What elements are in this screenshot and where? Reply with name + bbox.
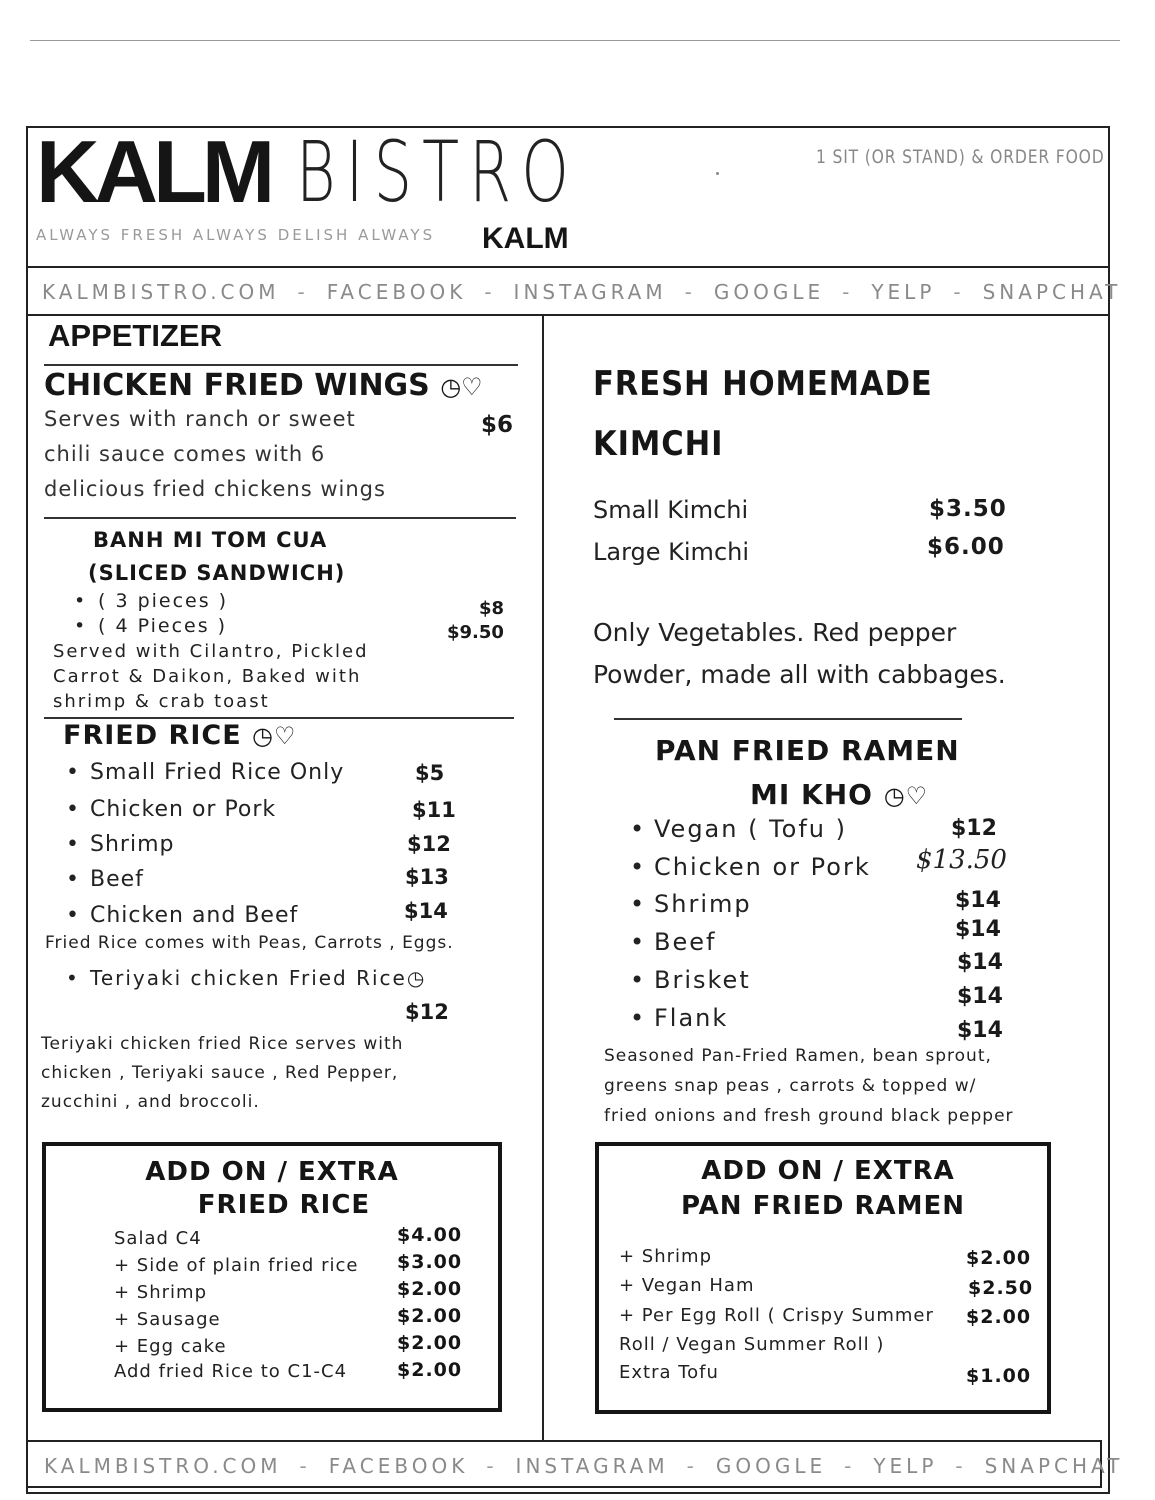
ramen-subtitle: MI KHO ◷♡	[750, 778, 929, 811]
wings-rule	[44, 517, 516, 519]
link-google[interactable]: GOOGLE	[715, 1454, 827, 1478]
kimchi-desc-2: Powder, made all with cabbages.	[593, 660, 1006, 689]
ramen-item: • Chicken or Pork	[654, 853, 871, 881]
ramen-price: $14	[957, 984, 1003, 1009]
link-yelp[interactable]: YELP	[871, 280, 936, 304]
addon-rice-price: $4.00	[397, 1224, 463, 1246]
kimchi-price: $6.00	[927, 534, 1005, 560]
brand-tagline: ALWAYS FRESH ALWAYS DELISH ALWAYS	[36, 226, 436, 244]
addon-ramen-subtitle: PAN FRIED RAMEN	[681, 1191, 965, 1221]
teriyaki-desc-1: Teriyaki chicken fried Rice serves with	[41, 1034, 404, 1054]
addon-ramen-item: + Per Egg Roll ( Crispy Summer	[619, 1305, 934, 1326]
fried-rice-item: • Shrimp	[90, 832, 174, 857]
banh-mi-rule	[44, 717, 514, 719]
addon-rice-item: + Sausage	[114, 1309, 221, 1330]
kimchi-price: $3.50	[929, 496, 1007, 522]
ramen-item: • Beef	[654, 928, 716, 956]
ramen-price: $14	[955, 888, 1001, 913]
link-list-bottom	[44, 1454, 1123, 1478]
addon-rice-price: $2.00	[397, 1332, 463, 1354]
clock-heart-icon: ◷♡	[252, 722, 297, 750]
addon-fried-rice-subtitle: FRIED RICE	[197, 1190, 371, 1220]
link-snapchat[interactable]: SNAPCHAT	[984, 1454, 1124, 1478]
link-website[interactable]: KALMBISTRO.COM	[42, 280, 280, 304]
kimchi-rule	[614, 718, 962, 720]
ramen-price: $14	[957, 950, 1003, 975]
link-bar-bottom	[26, 1440, 1124, 1488]
ramen-desc-1: Seasoned Pan-Fried Ramen, bean sprout,	[604, 1046, 992, 1066]
teriyaki-item: • Teriyaki chicken Fried Rice◷	[90, 966, 426, 990]
clock-heart-icon: ◷♡	[883, 782, 929, 810]
link-snapchat[interactable]: SNAPCHAT	[982, 280, 1122, 304]
link-separator: -	[684, 280, 696, 304]
banh-mi-price-3: $8	[479, 598, 505, 619]
addon-rice-item: + Egg cake	[114, 1336, 227, 1357]
banh-mi-desc-3: shrimp & crab toast	[53, 691, 270, 712]
wings-price: $6	[481, 412, 514, 438]
wings-desc-2: chili sauce comes with 6	[44, 442, 326, 466]
clock-heart-icon: ◷♡	[440, 373, 483, 401]
ramen-item: • Vegan ( Tofu )	[654, 815, 847, 843]
link-facebook[interactable]: FACEBOOK	[326, 280, 467, 304]
fried-rice-note: Fried Rice comes with Peas, Carrots , Eggs.	[45, 933, 454, 953]
addon-ramen-item: Extra Tofu	[619, 1362, 719, 1383]
link-yelp[interactable]: YELP	[873, 1454, 938, 1478]
addon-ramen-price: $2.00	[966, 1247, 1032, 1269]
fried-rice-item: • Beef	[90, 867, 144, 892]
link-separator: -	[842, 280, 854, 304]
fried-rice-title: FRIED RICE ◷♡	[63, 720, 297, 751]
link-facebook[interactable]: FACEBOOK	[328, 1454, 469, 1478]
ramen-desc-3: fried onions and fresh ground black pepper	[604, 1106, 1014, 1126]
fried-rice-price: $5	[415, 761, 445, 785]
fried-rice-item: • Chicken and Beef	[90, 903, 298, 928]
link-website[interactable]: KALMBISTRO.COM	[44, 1454, 282, 1478]
link-separator: -	[844, 1454, 856, 1478]
wings-title: CHICKEN FRIED WINGS ◷♡	[44, 368, 483, 403]
ramen-price-extra: $14	[957, 1018, 1003, 1043]
ramen-item: • Flank	[654, 1004, 728, 1032]
ramen-title: PAN FRIED RAMEN	[655, 734, 960, 767]
link-instagram[interactable]: INSTAGRAM	[513, 280, 667, 304]
addon-ramen-price: $2.00	[966, 1306, 1032, 1328]
ramen-price: $12	[951, 816, 997, 841]
wings-desc-1: Serves with ranch or sweet	[44, 407, 356, 431]
addon-rice-item: + Side of plain fried rice	[114, 1255, 359, 1276]
header-dot	[716, 172, 719, 175]
column-divider	[542, 316, 544, 1440]
top-scan-line	[30, 40, 1120, 41]
ramen-desc-2: greens snap peas , carrots & topped w/	[604, 1076, 977, 1096]
link-separator: -	[299, 1454, 311, 1478]
addon-rice-item: Add fried Rice to C1-C4	[114, 1361, 348, 1382]
banh-mi-desc-1: Served with Cilantro, Pickled	[53, 641, 369, 662]
link-separator: -	[297, 280, 309, 304]
teriyaki-desc-2: chicken , Teriyaki sauce , Red Pepper,	[41, 1063, 399, 1083]
fried-rice-price: $12	[407, 832, 451, 856]
link-bar-top	[26, 268, 1122, 316]
addon-rice-item: + Shrimp	[114, 1282, 207, 1303]
brand-name-light: BISTRO	[296, 123, 579, 221]
addon-ramen-item: Roll / Vegan Summer Roll )	[619, 1334, 885, 1355]
brand-tagline-kalm: KALM	[482, 222, 569, 255]
addon-ramen-price: $2.50	[968, 1277, 1034, 1299]
appetizer-heading: APPETIZER	[48, 318, 222, 353]
ramen-price: $14	[955, 917, 1001, 942]
brand-name-bold: KALM	[36, 122, 271, 221]
addon-rice-price: $2.00	[397, 1359, 463, 1381]
addon-ramen-item: + Vegan Ham	[619, 1275, 755, 1296]
fried-rice-item: • Chicken or Pork	[90, 797, 276, 822]
ramen-item: • Brisket	[654, 966, 751, 994]
banh-mi-desc-2: Carrot & Daikon, Baked with	[53, 666, 362, 687]
addon-rice-price: $2.00	[397, 1278, 463, 1300]
link-list-top	[42, 280, 1121, 304]
banh-mi-option-4: • ( 4 Pieces )	[98, 615, 227, 637]
teriyaki-price: $12	[405, 1000, 449, 1024]
fried-rice-item: • Small Fried Rice Only	[90, 760, 344, 785]
link-separator: -	[953, 280, 965, 304]
ramen-item: • Shrimp	[654, 890, 752, 918]
fried-rice-price: $13	[405, 865, 449, 889]
kimchi-item: Large Kimchi	[593, 538, 750, 566]
link-separator: -	[955, 1454, 967, 1478]
wings-desc-3: delicious fried chickens wings	[44, 477, 386, 501]
kimchi-item: Small Kimchi	[593, 496, 749, 524]
banh-mi-option-3: • ( 3 pieces )	[98, 590, 228, 612]
link-separator: -	[686, 1454, 698, 1478]
link-google[interactable]: GOOGLE	[713, 280, 825, 304]
addon-ramen-item: + Shrimp	[619, 1246, 712, 1267]
clock-icon: ◷	[406, 966, 427, 990]
teriyaki-desc-3: zucchini , and broccoli.	[41, 1092, 260, 1112]
addon-fried-rice-title: ADD ON / EXTRA	[145, 1157, 399, 1187]
fried-rice-price: $14	[404, 899, 448, 923]
kimchi-desc-1: Only Vegetables. Red pepper	[593, 618, 957, 647]
addon-rice-price: $3.00	[397, 1251, 463, 1273]
banh-mi-price-4: $9.50	[447, 622, 504, 643]
fried-rice-price: $11	[412, 798, 456, 822]
link-separator: -	[486, 1454, 498, 1478]
addon-rice-item: Salad C4	[114, 1228, 202, 1249]
banh-mi-subtitle: (SLICED SANDWICH)	[88, 561, 346, 585]
header-note: 1 SIT (OR STAND) & ORDER FOOD	[816, 146, 1105, 168]
ramen-price-handwritten: $13.50	[916, 845, 1007, 875]
appetizer-rule	[44, 364, 518, 366]
kimchi-subtitle: KIMCHI	[593, 424, 724, 464]
link-instagram[interactable]: INSTAGRAM	[515, 1454, 669, 1478]
banh-mi-title: BANH MI TOM CUA	[93, 528, 328, 552]
addon-rice-price: $2.00	[397, 1305, 463, 1327]
link-separator: -	[484, 280, 496, 304]
addon-ramen-title: ADD ON / EXTRA	[701, 1156, 955, 1186]
kimchi-title: FRESH HOMEMADE	[593, 364, 933, 404]
addon-ramen-price: $1.00	[966, 1365, 1032, 1387]
